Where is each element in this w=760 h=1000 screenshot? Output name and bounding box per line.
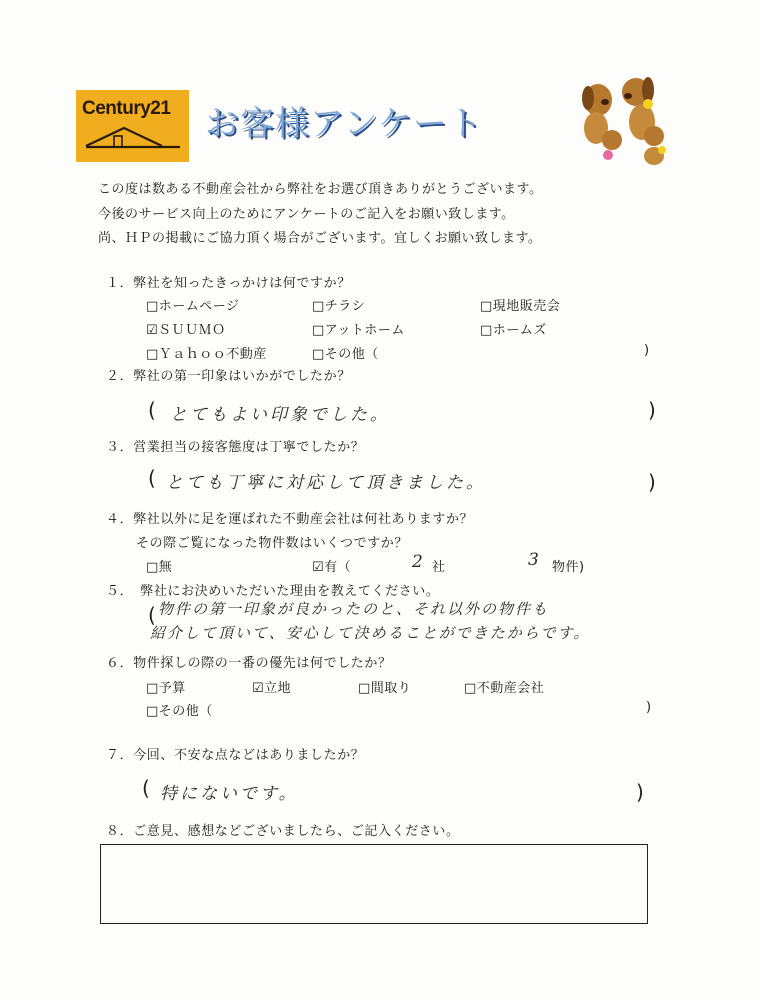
q7-open-paren: ( (142, 776, 150, 800)
q1-option-other[interactable]: □その他（ (312, 347, 379, 362)
century21-logo (76, 90, 189, 162)
q1-option-suumo[interactable]: ☑ＳＵＵＭＯ (146, 323, 226, 338)
q4-properties-unit: 物件) (552, 560, 585, 575)
page-title: お客様アンケート (205, 104, 483, 144)
q7-question: ７．今回、不安な点などはありましたか？ (106, 748, 365, 763)
q6-option-other[interactable]: □その他（ (146, 704, 213, 719)
q6-option-location[interactable]: ☑立地 (252, 681, 292, 696)
q1-option-homepage[interactable]: □ホームページ (146, 299, 240, 314)
comment-box[interactable] (100, 844, 648, 924)
q6-option-agency[interactable]: □不動産会社 (464, 681, 545, 696)
q1-option-flyer[interactable]: □チラシ (312, 299, 366, 314)
q5-answer-line-1[interactable]: 物件の第一印象が良かったのと、それ以外の物件も (158, 600, 550, 618)
q3-answer[interactable]: とても丁寧に対応して頂きました。 (166, 473, 486, 493)
q5-question: ５． 弊社にお決めいただいた理由を教えてください。 (106, 584, 440, 599)
q6-option-floorplan[interactable]: □間取り (358, 681, 412, 696)
dog-mascots-icon (572, 70, 672, 168)
q1-option-yahoo[interactable]: □Ｙａｈｏｏ不動産 (146, 347, 267, 362)
q7-answer[interactable]: 特にないです。 (160, 784, 299, 804)
logo-text: Century21 (82, 98, 171, 119)
q4-subquestion: その際ご覧になった物件数はいくつですか？ (136, 536, 409, 551)
intro-line-2: 今後のサービス向上のためにアンケートのご記入をお願い致します。 (98, 207, 515, 222)
q4-companies-unit: 社 (432, 560, 446, 575)
q5-answer-line-2[interactable]: 紹介して頂いて、安心して決めることができたからです。 (150, 624, 591, 642)
q2-answer[interactable]: とてもよい印象でした。 (170, 405, 390, 425)
q1-option-athome[interactable]: □アットホーム (312, 323, 405, 338)
q3-open-paren: ( (148, 466, 156, 490)
q4-properties-count[interactable]: 3 (528, 550, 542, 570)
q3-question: ３．営業担当の接客態度は丁寧でしたか？ (106, 440, 365, 455)
q1-other-close: ) (644, 343, 650, 358)
q3-close-paren: ) (648, 470, 656, 494)
q4-option-yes[interactable]: ☑有（ (312, 560, 352, 575)
q5-open-paren: ( (148, 603, 156, 627)
q1-question: １．弊社を知ったきっかけは何ですか？ (106, 276, 351, 291)
q8-question: ８．ご意見、感想などございましたら、ご記入ください。 (106, 824, 460, 839)
intro-line-3: 尚、ＨＰの掲載にご協力頂く場合がございます。宜しくお願い致します。 (98, 231, 542, 246)
q2-close-paren: ) (648, 398, 656, 422)
q2-question: ２．弊社の第一印象はいかがでしたか？ (106, 369, 351, 384)
q4-question: ４．弊社以外に足を運ばれた不動産会社は何社ありますか？ (106, 512, 474, 527)
q6-option-budget[interactable]: □予算 (146, 681, 186, 696)
q2-open-paren: ( (148, 398, 156, 422)
q7-close-paren: ) (636, 780, 644, 804)
intro-line-1: この度は数ある不動産会社から弊社をお選び頂きありがとうございます。 (98, 182, 543, 197)
q6-other-close: ) (646, 700, 652, 715)
q1-option-homes[interactable]: □ホームズ (480, 323, 547, 338)
q4-option-none[interactable]: □無 (146, 560, 173, 575)
q1-option-open-house[interactable]: □現地販売会 (480, 299, 561, 314)
q6-question: ６．物件探しの際の一番の優先は何でしたか？ (106, 656, 392, 671)
house-roof-icon (84, 124, 182, 150)
q4-companies-count[interactable]: 2 (412, 552, 426, 572)
